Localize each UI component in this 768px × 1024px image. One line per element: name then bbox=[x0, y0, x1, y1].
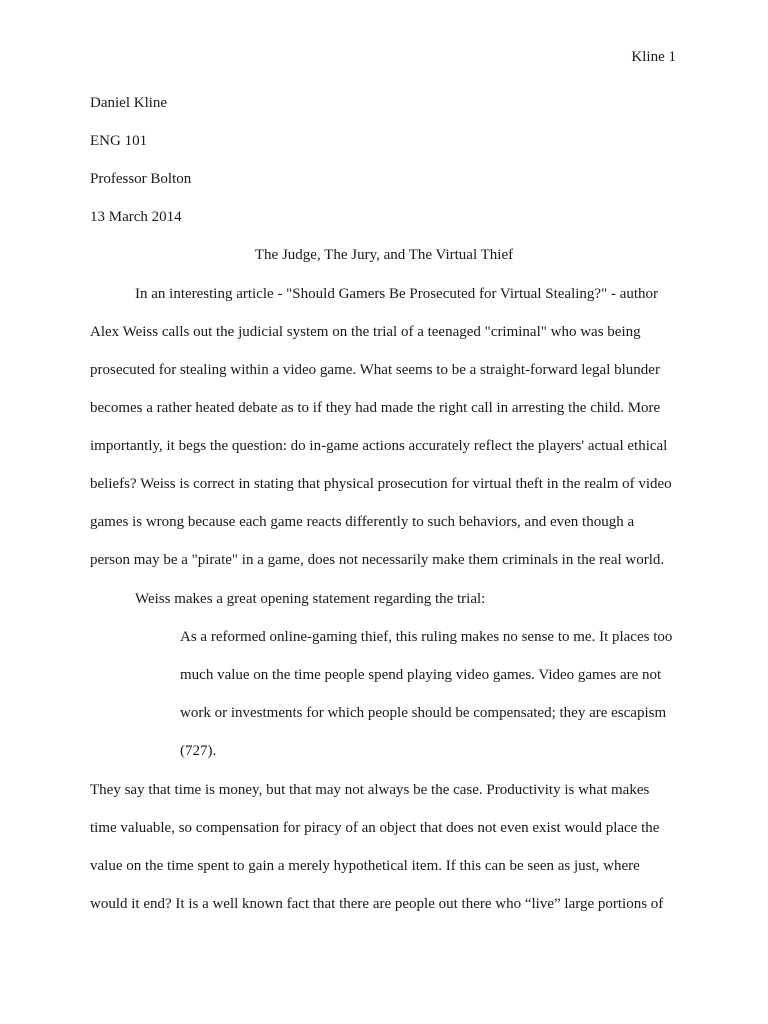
paragraph-line: importantly, it begs the question: do in-game actions accurately reflect the players' actual ethical bbox=[90, 438, 668, 454]
paragraph-line: They say that time is money, but that may not always be the case. Productivity is what makes bbox=[90, 782, 650, 798]
block-quote-line: (727). bbox=[180, 743, 217, 759]
paragraph-line: beliefs? Weiss is correct in stating that physical prosecution for virtual theft in the realm of video bbox=[90, 476, 672, 492]
professor-name: Professor Bolton bbox=[90, 171, 192, 187]
block-quote-line: work or investments for which people should be compensated; they are escapism bbox=[180, 705, 667, 721]
paragraph-line: would it end? It is a well known fact that there are people out there who “live” large portions of bbox=[90, 896, 664, 912]
essay-date: 13 March 2014 bbox=[90, 209, 182, 225]
running-head: Kline 1 bbox=[631, 49, 676, 65]
student-name: Daniel Kline bbox=[90, 95, 168, 111]
paragraph-line: value on the time spent to gain a merely hypothetical item. If this can be seen as just, where bbox=[90, 858, 640, 874]
paragraph-lead: Weiss makes a great opening statement regarding the trial: bbox=[135, 591, 486, 607]
block-quote-line: much value on the time people spend playing video games. Video games are not bbox=[180, 667, 662, 683]
paragraph-line: prosecuted for stealing within a video game. What seems to be a straight-forward legal blunder bbox=[90, 362, 660, 378]
paragraph-line: time valuable, so compensation for piracy of an object that does not even exist would place the bbox=[90, 820, 660, 836]
essay-title: The Judge, The Jury, and The Virtual Thief bbox=[254, 247, 514, 263]
paragraph-line: becomes a rather heated debate as to if they had made the right call in arresting the child. More bbox=[90, 400, 661, 416]
paragraph-line: person may be a "pirate" in a game, does not necessarily make them criminals in the real world. bbox=[90, 552, 665, 568]
course-name: ENG 101 bbox=[90, 133, 148, 149]
paragraph-line: games is wrong because each game reacts differently to such behaviors, and even though a bbox=[90, 514, 635, 530]
block-quote-line: As a reformed online-gaming thief, this ruling makes no sense to me. It places too bbox=[180, 629, 673, 645]
paragraph-line: In an interesting article - "Should Gamers Be Prosecuted for Virtual Stealing?" - author bbox=[135, 286, 659, 302]
paragraph-line: Alex Weiss calls out the judicial system on the trial of a teenaged "criminal" who was being bbox=[90, 324, 641, 340]
